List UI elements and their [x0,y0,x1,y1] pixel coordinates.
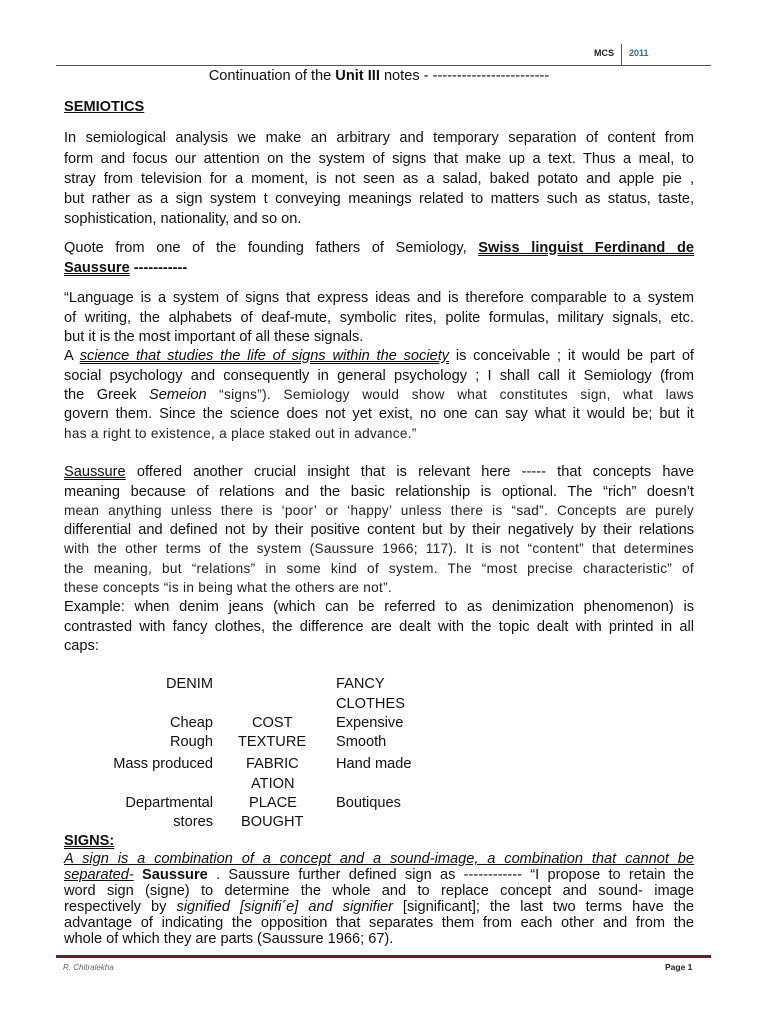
table-header-right: CLOTHES [336,696,405,712]
table-cell: COST [252,715,293,731]
signs-line: respectively by signified [signifi´e] and signifier [significant]; the last two terms have the [64,899,694,915]
table-cell: FABRIC [246,756,299,772]
saussure-line: Saussure offered another crucial insight that is relevant here ----- that concepts have [64,464,694,480]
saussure-line: these concepts “is in being what the others are not”. [64,580,392,595]
example-line: contrasted with fancy clothes, the difference are dealt with the topic dealt with printed in all [64,619,694,635]
signs-line: whole of which they are parts (Saussure 1966; 67). [64,931,394,947]
table-cell: Mass produced [113,756,213,772]
signs-line: advantage of indicating the opposition that separates them from each other and from the [64,915,694,931]
para1-line: but rather as a sign system t conveying meanings related to matters such as status, taste, [64,191,694,207]
table-cell: Departmental [125,795,213,811]
quote-line: the Greek Semeion “signs”). Semiology would show what constitutes sign, what laws [64,387,695,403]
quote-line: social psychology and consequently in general psychology ; I shall call it Semiology (from [64,368,694,384]
example-line: caps: [64,638,99,654]
table-cell: Expensive [336,715,404,731]
header-course: MCS [594,48,614,58]
example-line: Example: when denim jeans (which can be referred to as denimization phenomenon) is [64,599,694,615]
intro-line: Continuation of the Unit III notes - ------------------------ [208,68,550,84]
header-year: 2011 [629,48,649,58]
quote-line: A science that studies the life of signs within the society is conceivable ; it would be part of [64,348,694,364]
saussure-line: mean anything unless there is ‘poor’ or ‘happy’ unless there is “sad”. Concepts are purely [64,503,694,518]
saussure-line: meaning because of relations and the basic relationship is optional. The “rich” doesn’t [64,484,694,500]
quote-line: “Language is a system of signs that express ideas and is therefore comparable to a system [64,290,694,306]
table-cell: ATION [251,776,295,792]
quote-line: has a right to existence, a place staked out in advance.” [64,426,417,441]
para1-line: form and focus our attention on the system of signs that make up a text. Thus a meal, to [64,151,694,167]
table-cell: Smooth [336,734,387,750]
semiotics-heading: SEMIOTICS [64,99,145,115]
signs-heading: SIGNS: [64,833,115,849]
table-cell: Boutiques [336,795,401,811]
table-cell: PLACE [249,795,297,811]
table-cell: stores [173,814,213,830]
table-cell: TEXTURE [238,734,307,750]
table-cell: BOUGHT [241,814,304,830]
table-header-right: FANCY [336,676,385,692]
quote-line: of writing, the alphabets of deaf-mute, symbolic rites, polite formulas, military signals, etc. [64,310,694,326]
footer-author: R. Chitralekha [63,963,114,972]
table-cell: Cheap [169,715,213,731]
signs-line: word sign (signe) to determine the whole and to replace concept and sound- image [64,883,694,899]
quote-line: govern them. Since the science does not yet exist, no one can say what it would be; but it [64,406,694,422]
table-cell: Rough [169,734,213,750]
footer-page-number: Page 1 [665,962,693,972]
table-header-left: DENIM [165,676,213,692]
para1-line: sophistication, nationality, and so on. [64,211,302,227]
saussure-line: the meaning, but “relations” in some kind of system. The “most precise characteristic” of [64,561,694,576]
signs-line: separated- Saussure . Saussure further defined sign as ------------ “I propose to retain the [64,867,695,883]
saussure-line: with the other terms of the system (Saussure 1966; 117). It is not “content” that determines [64,541,694,556]
table-cell: Hand made [336,756,412,772]
para1-line: stray from television for a moment, is not seen as a salad, baked potato and apple pie , [64,171,694,187]
saussure-line: differential and defined not by their positive content but by their negatively by their relations [64,522,694,538]
quote-intro-line: Saussure ----------- [64,260,188,276]
para1-line: In semiological analysis we make an arbitrary and temporary separation of content from [64,130,694,146]
quote-line: but it is the most important of all these signals. [64,329,364,345]
quote-intro-line: Quote from one of the founding fathers of Semiology, Swiss linguist Ferdinand de [64,240,694,256]
signs-line: A sign is a combination of a concept and a sound-image, a combination that cannot be [64,851,694,867]
footer-rule [56,955,711,958]
